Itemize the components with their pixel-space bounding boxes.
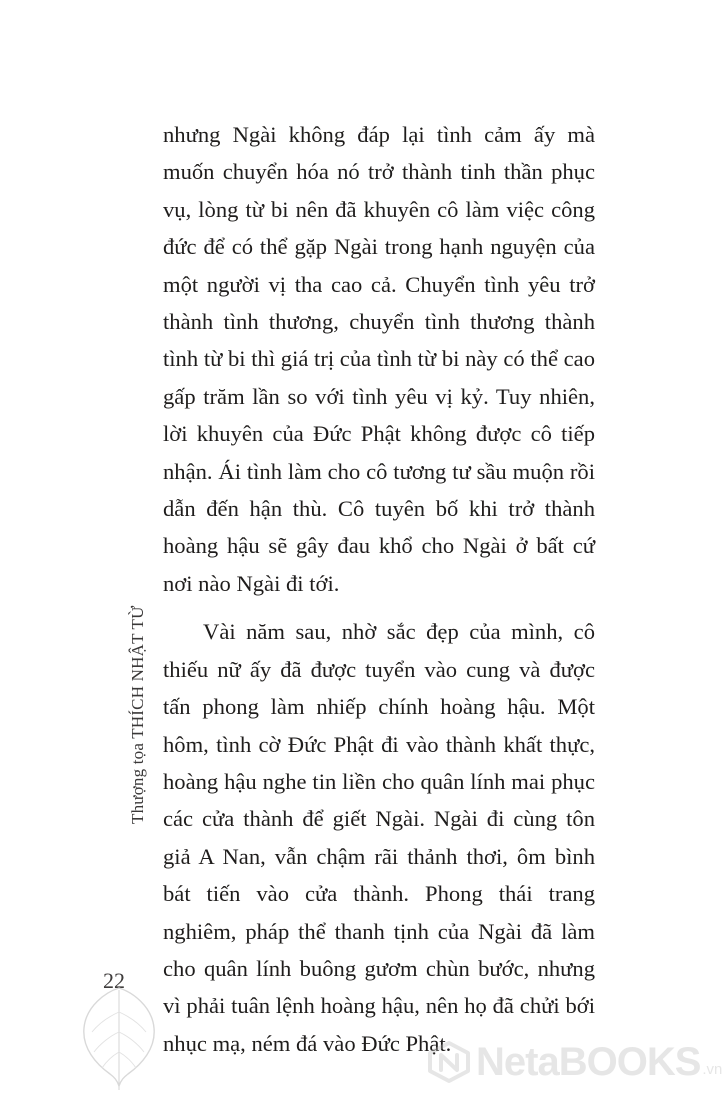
- bodhi-leaf-icon: [76, 982, 162, 1092]
- watermark-suffix: .vn: [702, 1060, 722, 1078]
- watermark-brand: NetaBOOKS: [476, 1039, 701, 1084]
- body-text: [163, 116, 595, 1062]
- watermark: [426, 1040, 722, 1084]
- paragraph-2: Vài năm sau, nhờ sắc đẹp của mình, cô thiếu nữ ấy đã được tuyển vào cung và được tấn phong làm nhiếp chính hoàng hậu. Một hôm, tình cờ Đức Phật đi vào thành khất thực, hoàng hậu nghe tin liền cho quân lính mai phục các cửa thành để giết Ngài. Ngài đi cùng tôn giả A Nan, vẫn chậm rãi thảnh thơi, ôm bình bát tiến vào cửa thành. Phong thái trang nghiêm, pháp thể thanh tịnh của Ngài đã làm cho quân lính buông gươm chùn bước, nhưng vì phải tuân lệnh hoàng hậu, nên họ đã chửi bới nhục mạ, ném đá vào Đức Phật.: [163, 619, 595, 1056]
- paragraph-1: nhưng Ngài không đáp lại tình cảm ấy mà muốn chuyển hóa nó trở thành tinh thần phục vụ, lòng từ bi nên đã khuyên cô làm việc công đức để có thể gặp Ngài trong hạnh nguyện của một người vị tha cao cả. Chuyển tình yêu trở thành tình thương, chuyển tình thương thành tình từ bi thì giá trị của tình từ bi này có thể cao gấp trăm lần so với tình yêu vị kỷ. Tuy nhiên, lời khuyên của Đức Phật không được cô tiếp nhận. Ái tình làm cho cô tương tư sầu muộn rồi dẫn đến hận thù. Cô tuyên bố khi trở thành hoàng hậu sẽ gây đau khổ cho Ngài ở bất cứ nơi nào Ngài đi tới.: [163, 122, 595, 596]
- netabooks-logo-icon: [426, 1041, 472, 1083]
- page-number: 22: [103, 968, 125, 993]
- running-head-text: Thượng tọa THÍCH NHẬT TỪ: [128, 605, 147, 824]
